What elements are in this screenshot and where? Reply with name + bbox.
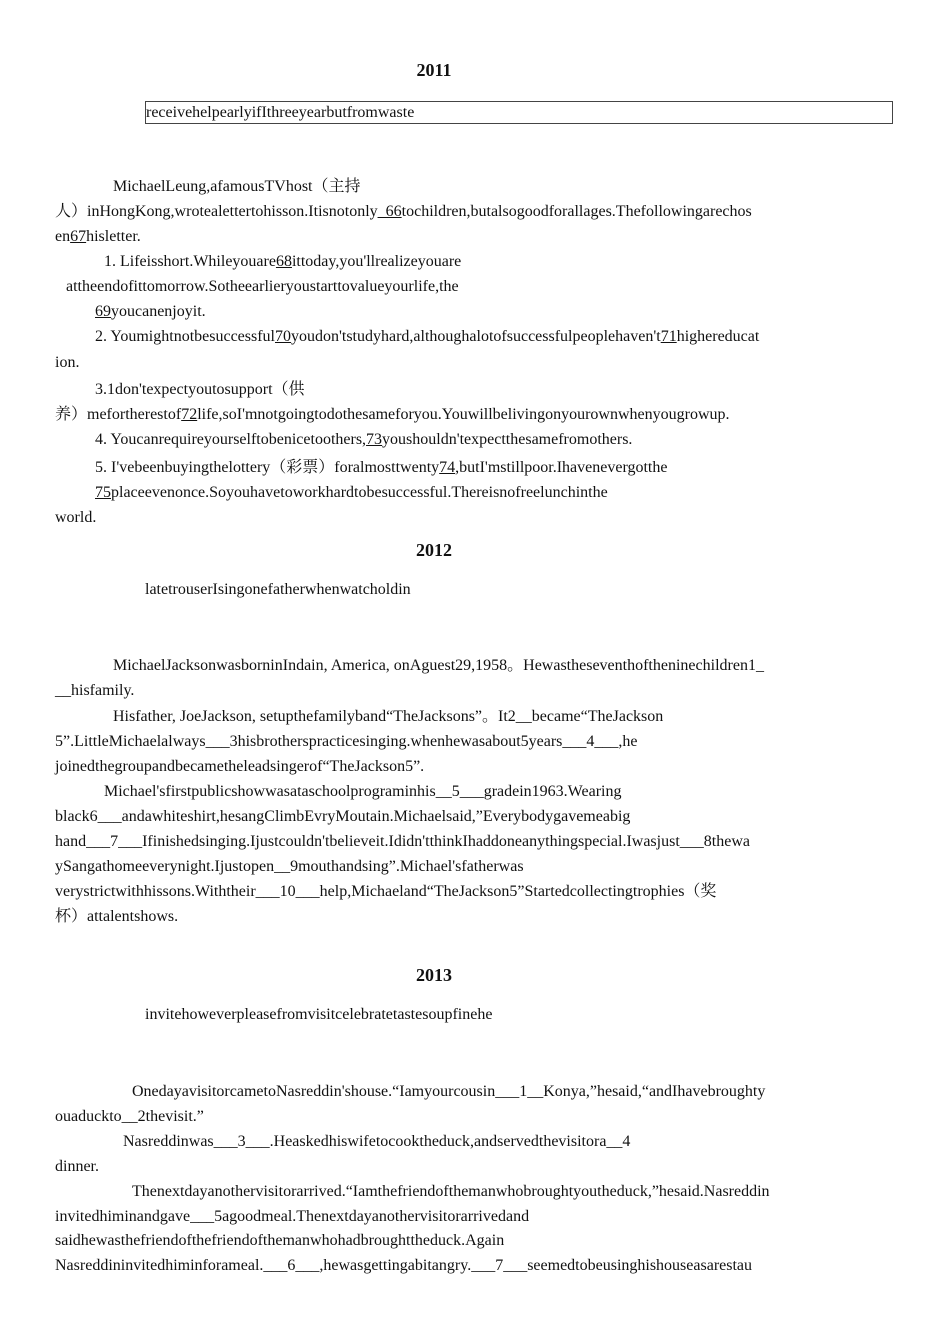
passage-line: hand___7___Ifinishedsinging.Ijustcouldn'tbelieveit.Ididn'tthinkIhaddoneanythingspecial.Iwasjust___8thewa bbox=[55, 833, 750, 850]
section-year-2012: 2012 bbox=[416, 540, 452, 560]
blank-66: _66 bbox=[377, 203, 402, 220]
passage-line: ouaduckto__2thevisit.” bbox=[55, 1108, 204, 1125]
passage-line: joinedthegroupandbecametheleadsingerof“TheJackson5”. bbox=[55, 758, 425, 775]
word-bank-2012: latetrouserIsingonefatherwhenwatcholdin bbox=[145, 581, 411, 598]
section-year-2013: 2013 bbox=[416, 965, 452, 985]
passage-line: Hisfather, JoeJackson, setupthefamilyband“TheJacksons”。It2__became“TheJackson bbox=[113, 708, 664, 725]
blank-71: 71 bbox=[660, 328, 677, 345]
blank-70: 70 bbox=[275, 328, 291, 345]
passage-line: 75placeevenonce.Soyouhavetoworkhardtobesuccessful.Thereisnofreelunchinthe bbox=[95, 484, 608, 501]
passage-line: 2. Youmightnotbesuccessful70youdon'tstudyhard,althoughalotofsuccessfulpeoplehaven't71highereducat bbox=[95, 328, 760, 345]
passage-line: OnedayavisitorcametoNasreddin'shouse.“Iamyourcousin___1__Konya,”hesaid,“andIhavebroughty bbox=[132, 1083, 766, 1100]
passage-line: ion. bbox=[55, 354, 80, 371]
word-bank-2013: invitehoweverpleasefromvisitcelebratetastesoupfinehe bbox=[145, 1006, 493, 1023]
passage-line: invitedhiminandgave___5agoodmeal.Thenextdayanothervisitorarrivedand bbox=[55, 1208, 530, 1225]
passage-line: 69youcanenjoyit. bbox=[95, 303, 206, 320]
passage-line: MichaelJacksonwasborninIndain, America, onAguest29,1958。Hewastheseventhoftheninechildren1_ bbox=[113, 657, 764, 674]
blank-69: 69 bbox=[95, 303, 111, 320]
passage-line: 5”.LittleMichaelalways___3hisbrotherspracticesinging.whenhewasabout5years___4___,he bbox=[55, 733, 638, 750]
blank-74: 74 bbox=[439, 459, 456, 476]
blank-68: 68 bbox=[275, 253, 292, 270]
passage-line: verystrictwithhissons.Withtheir___10___help,Michaeland“TheJackson5”Startedcollectingtrophies（奖 bbox=[55, 883, 717, 900]
passage-line: dinner. bbox=[55, 1158, 99, 1175]
passage-line: black6___andawhiteshirt,hesangClimbEvryMoutain.Michaelsaid,”Everybodygavemeabig bbox=[55, 808, 631, 825]
passage-line: Thenextdayanothervisitorarrived.“Iamthefriendofthemanwhobroughtyoutheduck,”hesaid.Nasreddin bbox=[132, 1183, 770, 1200]
passage-line: 养）mefortherestof72life,soI'mnotgoingtodothesameforyou.Youwillbelivingonyourownwhenyougrowup. bbox=[55, 406, 730, 423]
passage-line: 3.1don'texpectyoutosupport（供 bbox=[95, 381, 305, 398]
blank-75: 75 bbox=[95, 484, 111, 501]
passage-line: 1. Lifeisshort.Whileyouare68ittoday,you'llrealizeyouare bbox=[104, 253, 462, 270]
blank-72: 72 bbox=[181, 406, 198, 423]
passage-line: __hisfamily. bbox=[55, 682, 135, 699]
word-bank-2011: receivehelpearlyifIthreeyearbutfromwaste bbox=[145, 101, 893, 124]
passage-line: ySangathomeeverynight.Ijustopen__9mouthandsing”.Michael'sfatherwas bbox=[55, 858, 524, 875]
section-year-2011: 2011 bbox=[416, 60, 452, 80]
passage-line: 杯）attalentshows. bbox=[55, 908, 179, 925]
passage-line: Nasreddinwas___3___.Heaskedhiswifetocooktheduck,andservedthevisitora__4 bbox=[123, 1133, 631, 1150]
passage-line: en67hisletter. bbox=[55, 228, 141, 245]
passage-line: 4. Youcanrequireyourselftobenicetoothers,73youshouldn'texpectthesamefromothers. bbox=[95, 431, 633, 448]
passage-line: attheendofittomorrow.Sotheearlieryoustarttovalueyourlife,the bbox=[66, 278, 459, 295]
passage-line: MichaelLeung,afamousTVhost（主持 bbox=[113, 178, 361, 195]
passage-line: Michael'sfirstpublicshowwasataschoolprograminhis__5___gradein1963.Wearing bbox=[104, 783, 622, 800]
passage-line: saidhewasthefriendofthefriendofthemanwhohadbroughttheduck.Again bbox=[55, 1232, 505, 1249]
passage-line: world. bbox=[55, 509, 97, 526]
passage-line: 5. I'vebeenbuyingthelottery（彩票）foralmosttwenty74,butI'mstillpoor.Ihavenevergotthe bbox=[95, 459, 668, 476]
blank-73: 73 bbox=[366, 431, 383, 448]
passage-line: Nasreddininvitedhiminforameal.___6___,hewasgettingabitangry.___7___seemedtobeusinghishouseasarestau bbox=[55, 1257, 753, 1274]
passage-line: 人）inHongKong,wrotealettertohisson.Itisnotonly_66tochildren,butalsogoodforallages.Thefollowingarechos bbox=[55, 203, 752, 220]
blank-67: 67 bbox=[70, 228, 87, 245]
